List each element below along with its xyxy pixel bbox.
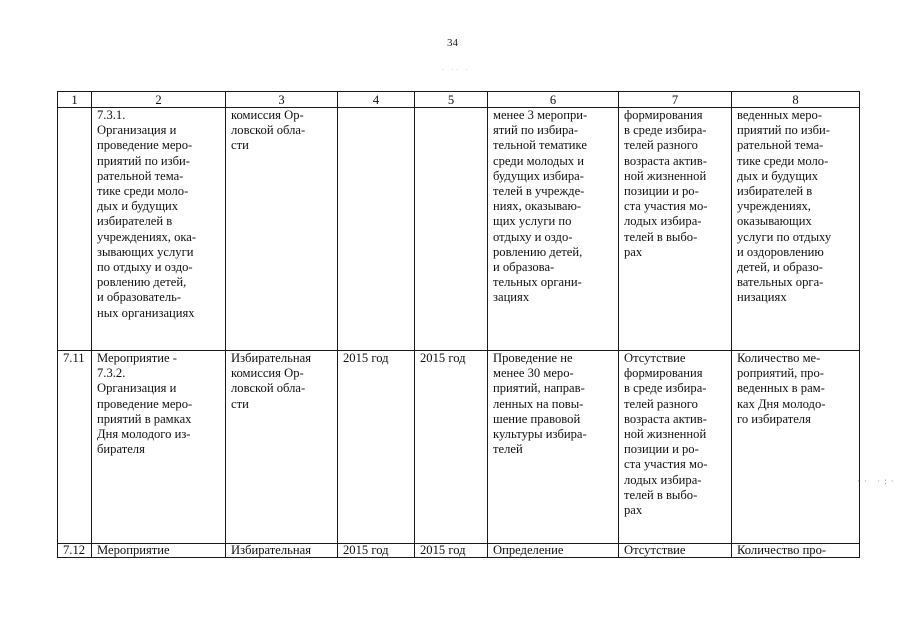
event-cell: Мероприятие [92,544,226,558]
column-header: 5 [415,92,488,108]
scan-artifact: ·· ·:· [857,476,898,486]
column-header: 1 [58,92,92,108]
indicator-cell: Количество ме- роприятий, про- веденных в рам- ках Дня молодо- го избирателя [732,351,860,544]
column-header: 4 [338,92,415,108]
expected-result-cell: менее 3 меропри- ятий по избира- тельной тематике среди молодых и будущих избира- телей в учрежде- ниях, оказываю- щих услуги по отдыху и оздо- ровлению детей, и образова- тельных органи- зациях [488,108,619,351]
column-header: 8 [732,92,860,108]
consequence-cell: формирования в среде избира- телей разного возраста актив- ной жизненной позиции и ро- ста участия мо- лодых избира- телей в выбо- рах [619,108,732,351]
expected-result-cell: Определение [488,544,619,558]
table-header-row [58,92,860,108]
start-year-cell: 2015 год [338,351,415,544]
executor-cell: комиссия Ор- ловской обла- сти [226,108,338,351]
column-header: 7 [619,92,732,108]
start-year-cell: 2015 год [338,544,415,558]
plan-table [57,91,860,558]
scan-artifact: . .. . [442,64,471,72]
consequence-cell: Отсутствие формирования в среде избира- телей разного возраста актив- ной жизненной позиции и ро- ста участия мо- лодых избира- телей в выбо- рах [619,351,732,544]
table-row [58,351,860,544]
consequence-cell: Отсутствие [619,544,732,558]
end-year-cell: 2015 год [415,351,488,544]
row-number-cell: 7.11 [58,351,92,544]
row-number-cell [58,108,92,351]
table-row [58,108,860,351]
column-header: 6 [488,92,619,108]
column-header: 2 [92,92,226,108]
row-number-cell: 7.12 [58,544,92,558]
event-cell: Мероприятие - 7.3.2. Организация и проведение меро- приятий в рамках Дня молодого из- бирателя [92,351,226,544]
start-year-cell [338,108,415,351]
page-number: 34 [447,37,458,49]
end-year-cell: 2015 год [415,544,488,558]
end-year-cell [415,108,488,351]
indicator-cell: Количество про- [732,544,860,558]
executor-cell: Избирательная [226,544,338,558]
column-header: 3 [226,92,338,108]
indicator-cell: веденных меро- приятий по изби- рательной тема- тике среди моло- дых и будущих избирателей в учреждениях, оказывающих услуги по отдыху и оздоровлению детей, и образо- вательных орга- низациях [732,108,860,351]
event-cell: 7.3.1. Организация и проведение меро- приятий по изби- рательной тема- тике среди моло- дых и будущих избирателей в учреждениях, ока- зывающих услуги по отдыху и оздо- ровлению детей, и образователь- ных организациях [92,108,226,351]
executor-cell: Избирательная комиссия Ор- ловской обла- сти [226,351,338,544]
table-row [58,544,860,558]
expected-result-cell: Проведение не менее 30 меро- приятий, направ- ленных на повы- шение правовой культуры избира- телей [488,351,619,544]
